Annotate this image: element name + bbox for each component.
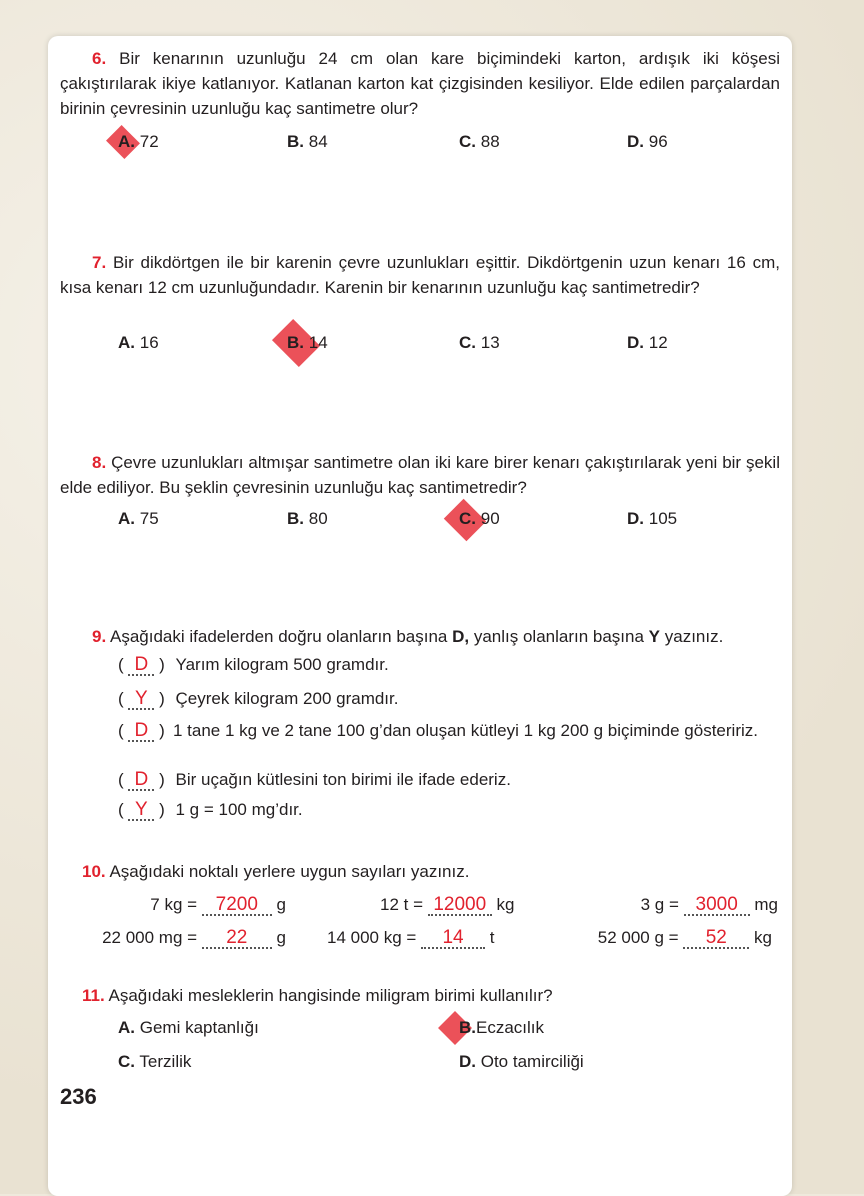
- option-d[interactable]: D. 105: [627, 509, 678, 528]
- question-11: 11. Aşağıdaki mesleklerin hangisinde miligram birimi kullanılır?: [82, 986, 553, 1005]
- option-a[interactable]: A. 16: [118, 333, 159, 352]
- conversion-item: 12 t = 12000 kg: [380, 894, 515, 915]
- option-b[interactable]: B. 14: [287, 333, 328, 352]
- option-d[interactable]: D. 96: [627, 132, 668, 151]
- conversion-item: 52 000 g = 52 kg: [597, 927, 772, 948]
- tf-answer[interactable]: Y: [128, 801, 154, 821]
- option-b[interactable]: B. 80: [287, 509, 328, 528]
- answer-blank[interactable]: 52: [683, 929, 749, 949]
- question-9: 9. Aşağıdaki ifadelerden doğru olanların başına D, yanlış olanların başına Y yazınız.: [92, 627, 724, 646]
- option-d[interactable]: D. 12: [627, 333, 668, 352]
- tf-item: ( D ) Yarım kilogram 500 gramdır.: [118, 654, 389, 675]
- option-c[interactable]: C. 90: [459, 509, 500, 528]
- question-text: Bir kenarının uzunluğu 24 cm olan kare biçimindeki karton, ardışık iki köşesi çakıştırılarak ikiye katlanıyor. Katlanan karton kat çizgisinden kesiliyor. Elde edilen parçalardan birinin çevresinin uzunluğu kaç santimetre olur?: [60, 49, 780, 118]
- question-number: 8.: [92, 453, 107, 472]
- page-number: 236: [60, 1084, 97, 1109]
- tf-answer[interactable]: D: [128, 656, 154, 676]
- question-7: [60, 250, 780, 300]
- option-a[interactable]: A. 72: [118, 132, 159, 151]
- tf-item: ( Y ) Çeyrek kilogram 200 gramdır.: [118, 688, 399, 709]
- option-c[interactable]: C. 88: [459, 132, 500, 151]
- option-c[interactable]: C. 13: [459, 333, 500, 352]
- option-b[interactable]: B. 84: [287, 132, 328, 151]
- tf-answer[interactable]: D: [128, 722, 154, 742]
- conversion-item: 14 000 kg = 14 t: [327, 927, 495, 948]
- conversion-item: 22 000 mg = 22 g: [102, 927, 286, 948]
- conversion-item: 7 kg = 7200 g: [150, 894, 286, 915]
- option-a[interactable]: A. Gemi kaptanlığı: [118, 1018, 259, 1037]
- answer-blank[interactable]: 22: [202, 929, 272, 949]
- question-text: Çevre uzunlukları altmışar santimetre olan iki kare birer kenarı çakıştırılarak yeni bir şekil elde ediliyor. Bu şeklin çevresinin uzunluğu kaç santimetredir?: [60, 453, 780, 497]
- conversion-item: 3 g = 3000 mg: [640, 894, 778, 915]
- tf-item: ( Y ) 1 g = 100 mg’dır.: [118, 799, 303, 820]
- tf-item: ( D ) 1 tane 1 kg ve 2 tane 100 g’dan oluşan kütleyi 1 kg 200 g biçiminde gösteririz.: [118, 720, 758, 741]
- question-number: 6.: [92, 49, 107, 68]
- answer-blank[interactable]: 7200: [202, 896, 272, 916]
- tf-item: ( D ) Bir uçağın kütlesini ton birimi ile ifade ederiz.: [118, 769, 511, 790]
- option-b[interactable]: B.Eczacılık: [459, 1018, 545, 1037]
- question-8: [60, 450, 780, 500]
- question-text: Bir dikdörtgen ile bir karenin çevre uzunlukları eşittir. Dikdörtgenin uzun kenarı 16 cm, kısa kenarı 12 cm uzunluğundadır. Karenin bir kenarının uzunluğu kaç santimetredir?: [60, 253, 780, 297]
- question-10: 10. Aşağıdaki noktalı yerlere uygun sayıları yazınız.: [82, 862, 470, 881]
- tf-answer[interactable]: Y: [128, 690, 154, 710]
- answer-blank[interactable]: 14: [421, 929, 485, 949]
- option-d[interactable]: D. Oto tamirciliği: [459, 1052, 584, 1071]
- tf-answer[interactable]: D: [128, 771, 154, 791]
- option-c[interactable]: C. Terzilik: [118, 1052, 192, 1071]
- question-6: [60, 46, 780, 121]
- answer-blank[interactable]: 12000: [428, 896, 492, 916]
- answer-blank[interactable]: 3000: [684, 896, 750, 916]
- question-number: 7.: [92, 253, 107, 272]
- option-a[interactable]: A. 75: [118, 509, 159, 528]
